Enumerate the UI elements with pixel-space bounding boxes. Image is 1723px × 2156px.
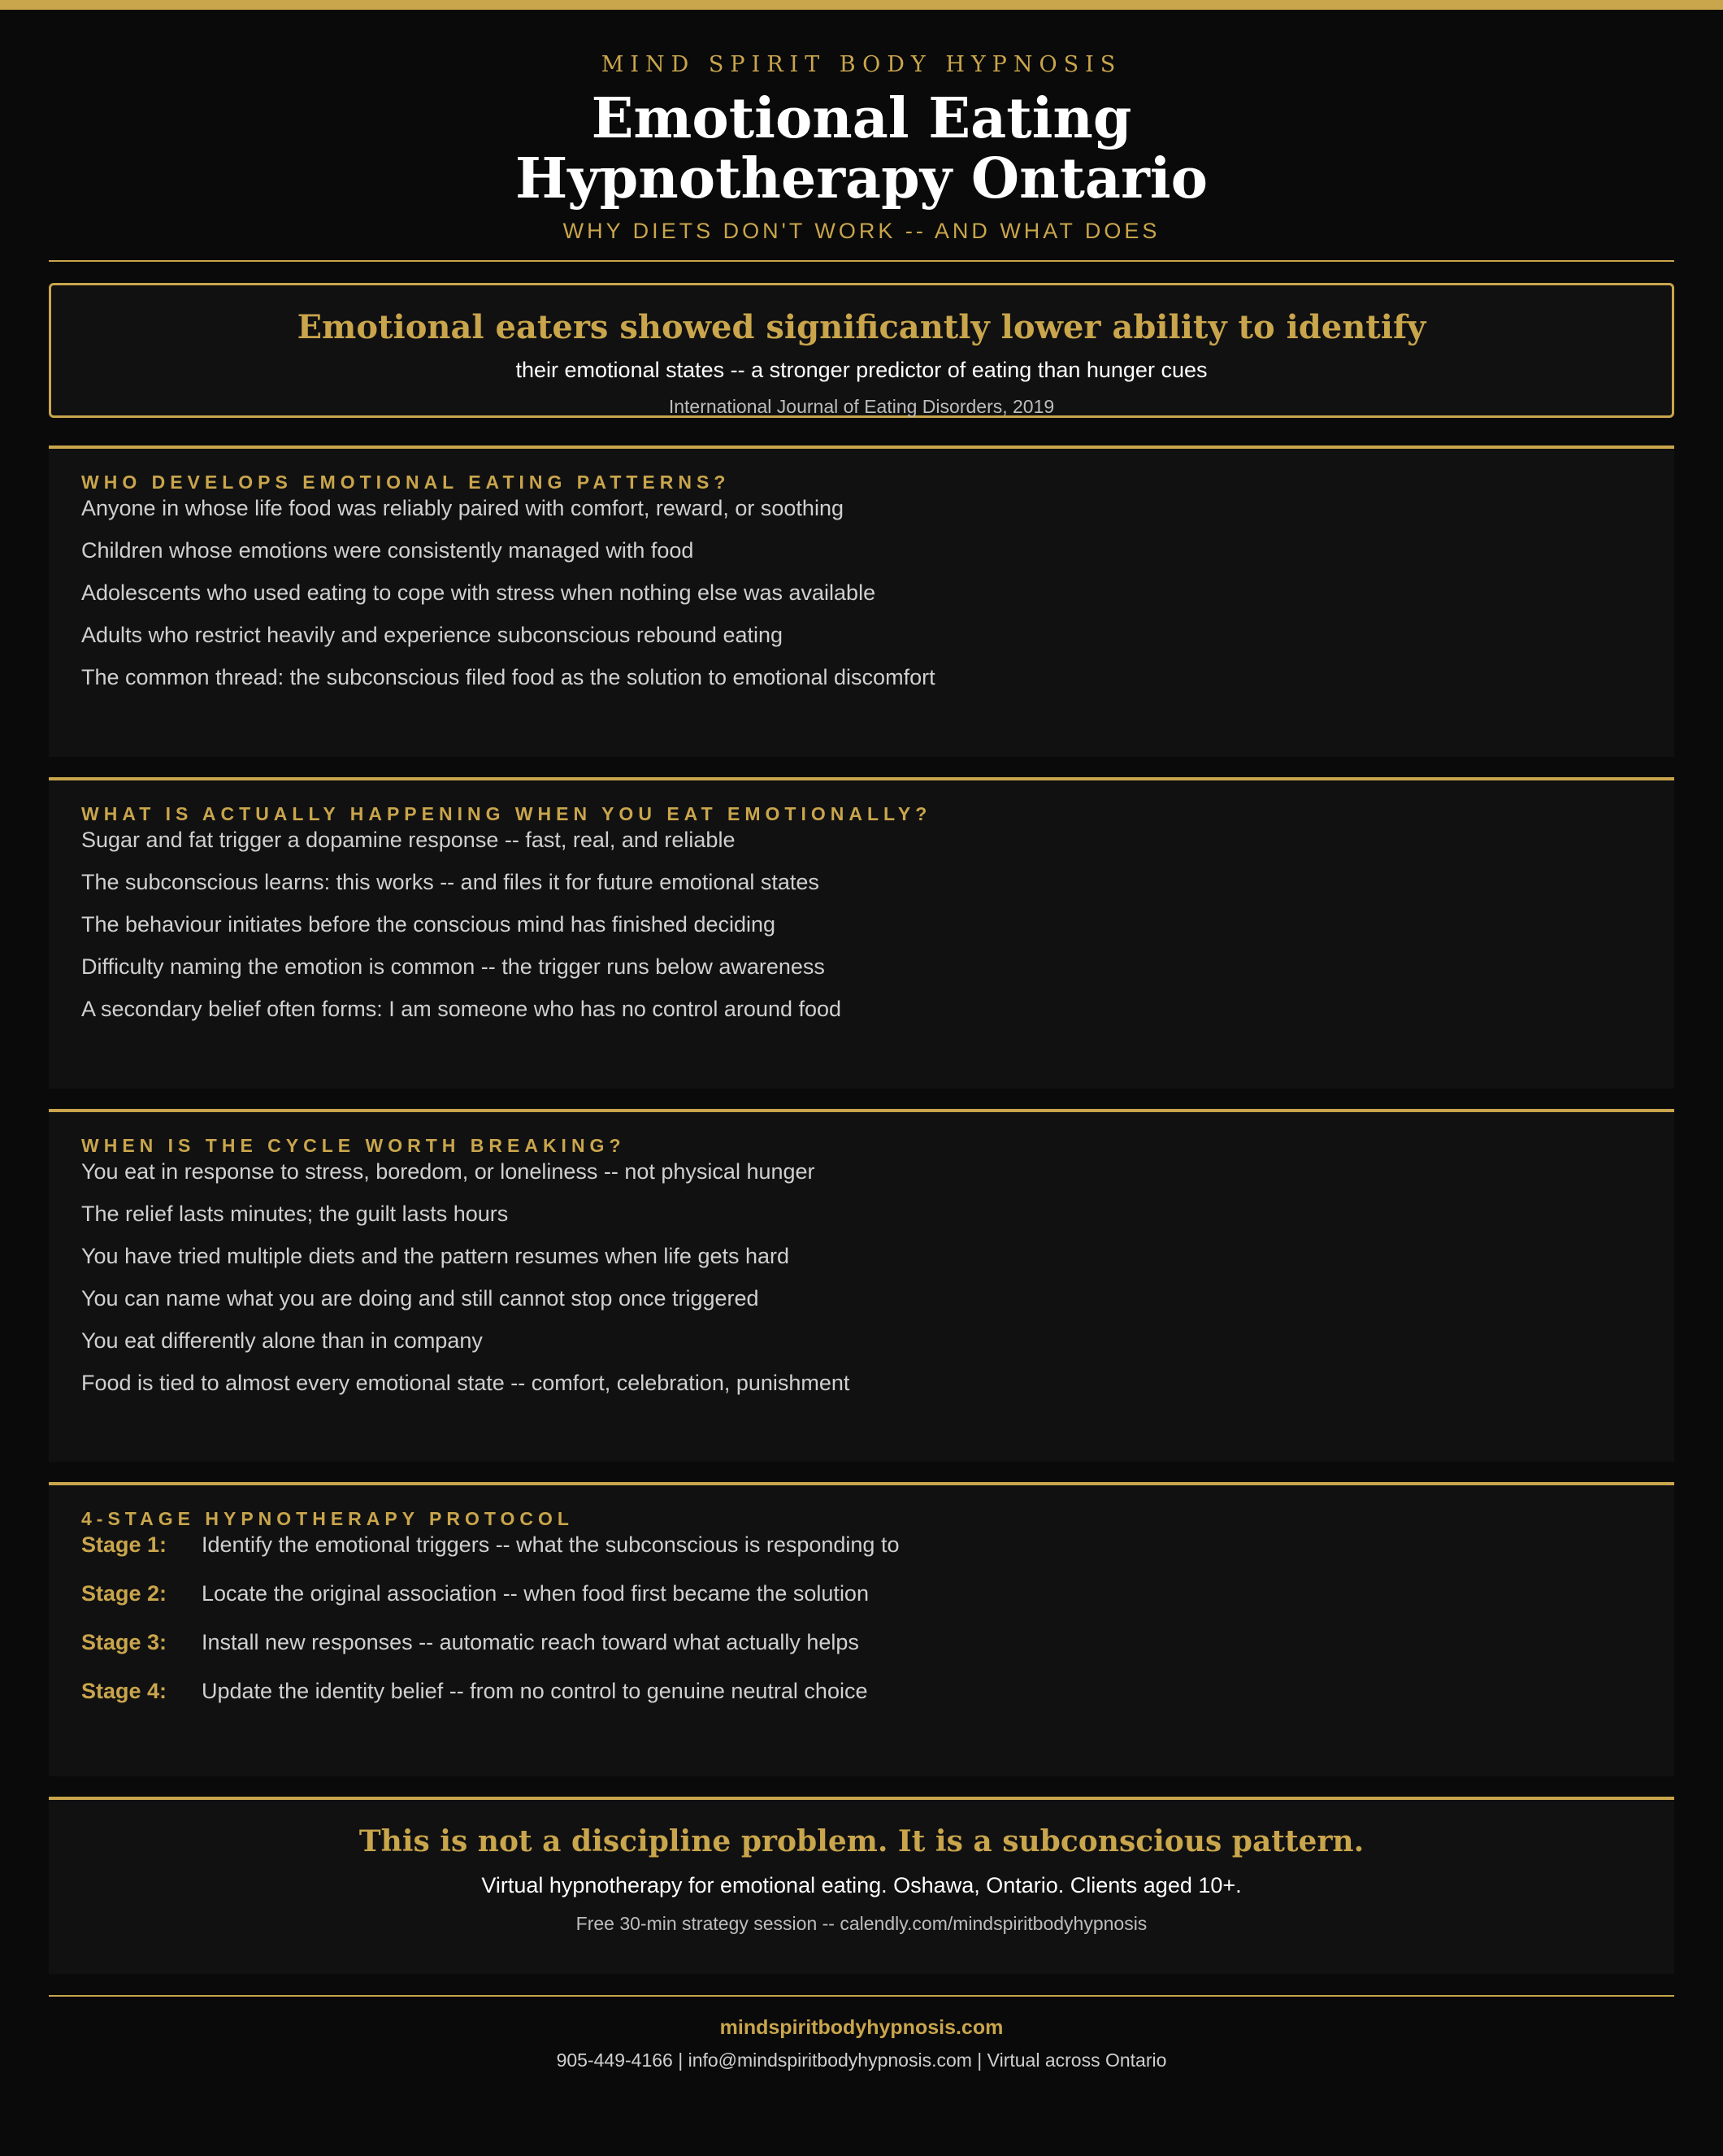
stage-text: Identify the emotional triggers -- what the subconscious is responding to xyxy=(202,1532,900,1557)
header-divider xyxy=(49,260,1674,262)
section-heading: WHO DEVELOPS EMOTIONAL EATING PATTERNS? xyxy=(81,472,731,493)
booking-link[interactable]: Free 30-min strategy session -- calendly.com/mindspiritbodyhypnosis xyxy=(575,1913,1148,1934)
section-list xyxy=(81,495,1642,690)
list-item: A secondary belief often forms: I am someone who has no control around food xyxy=(81,997,842,1021)
stat-headline: Emotional eaters showed significantly lower ability to identify xyxy=(297,308,1426,346)
section-list xyxy=(81,1158,1642,1396)
research-stat-box xyxy=(49,283,1674,418)
brand-name: MIND SPIRIT BODY HYPNOSIS xyxy=(601,52,1122,77)
list-item: Anyone in whose life food was reliably paired with comfort, reward, or soothing xyxy=(81,496,844,520)
list-item: Adolescents who used eating to cope with stress when nothing else was available xyxy=(81,580,876,605)
title-line-2: Hypnotherapy Ontario xyxy=(515,146,1208,211)
top-accent-bar xyxy=(0,0,1723,10)
section-heading: WHAT IS ACTUALLY HAPPENING WHEN YOU EAT EMOTIONALLY? xyxy=(81,803,932,824)
section-what-happens xyxy=(49,777,1674,1089)
stat-detail: their emotional states -- a stronger predictor of eating than hunger cues xyxy=(515,358,1208,382)
list-item: The behaviour initiates before the conscious mind has finished deciding xyxy=(81,912,776,937)
list-item: The subconscious learns: this works -- and files it for future emotional states xyxy=(81,870,819,894)
list-item: Sugar and fat trigger a dopamine response -- fast, real, and reliable xyxy=(81,828,736,852)
stage-text: Install new responses -- automatic reach toward what actually helps xyxy=(202,1630,859,1654)
protocol-heading: 4-STAGE HYPNOTHERAPY PROTOCOL xyxy=(81,1508,574,1529)
call-to-action xyxy=(49,1797,1674,1974)
stage-label: Stage 2: xyxy=(81,1581,167,1606)
cta-detail: Virtual hypnotherapy for emotional eating. Oshawa, Ontario. Clients aged 10+. xyxy=(481,1873,1242,1897)
website-link[interactable]: mindspiritbodyhypnosis.com xyxy=(719,2016,1004,2039)
cta-headline: This is not a discipline problem. It is a subconscious pattern. xyxy=(358,1824,1365,1858)
list-item: You eat differently alone than in company xyxy=(81,1328,483,1353)
protocol-stage xyxy=(81,1580,1642,1606)
list-item: You can name what you are doing and still cannot stop once triggered xyxy=(81,1286,759,1311)
list-item: You eat in response to stress, boredom, or loneliness -- not physical hunger xyxy=(81,1159,815,1184)
page-subtitle: WHY DIETS DON'T WORK -- AND WHAT DOES xyxy=(562,219,1161,243)
stage-label: Stage 4: xyxy=(81,1679,167,1703)
title-line-1: Emotional Eating xyxy=(591,86,1132,151)
protocol-stage xyxy=(81,1678,1642,1704)
stage-label: Stage 1: xyxy=(81,1532,167,1557)
footer-divider xyxy=(49,1995,1674,1997)
list-item: Children whose emotions were consistently managed with food xyxy=(81,538,694,563)
stat-source: International Journal of Eating Disorders, 2019 xyxy=(668,396,1055,417)
page-content xyxy=(49,10,1674,2071)
section-list xyxy=(81,827,1642,1022)
page-title xyxy=(49,86,1674,211)
stage-text: Update the identity belief -- from no control to genuine neutral choice xyxy=(202,1679,868,1703)
protocol-stages xyxy=(81,1532,1642,1704)
list-item: The relief lasts minutes; the guilt lasts hours xyxy=(81,1202,509,1226)
contact-info: 905-449-4166 | info@mindspiritbodyhypnosis.com | Virtual across Ontario xyxy=(556,2050,1167,2071)
list-item: Food is tied to almost every emotional state -- comfort, celebration, punishment xyxy=(81,1371,850,1395)
section-heading: WHEN IS THE CYCLE WORTH BREAKING? xyxy=(81,1135,626,1156)
list-item: Adults who restrict heavily and experience subconscious rebound eating xyxy=(81,623,783,647)
section-protocol xyxy=(49,1482,1674,1776)
list-item: Difficulty naming the emotion is common -- the trigger runs below awareness xyxy=(81,954,825,979)
stage-label: Stage 3: xyxy=(81,1630,167,1654)
section-who-develops xyxy=(49,446,1674,757)
protocol-stage xyxy=(81,1629,1642,1655)
stage-text: Locate the original association -- when food first became the solution xyxy=(202,1581,869,1606)
section-when-worth-breaking xyxy=(49,1109,1674,1462)
list-item: The common thread: the subconscious filed food as the solution to emotional discomfort xyxy=(81,665,935,689)
protocol-stage xyxy=(81,1532,1642,1558)
list-item: You have tried multiple diets and the pattern resumes when life gets hard xyxy=(81,1244,790,1268)
